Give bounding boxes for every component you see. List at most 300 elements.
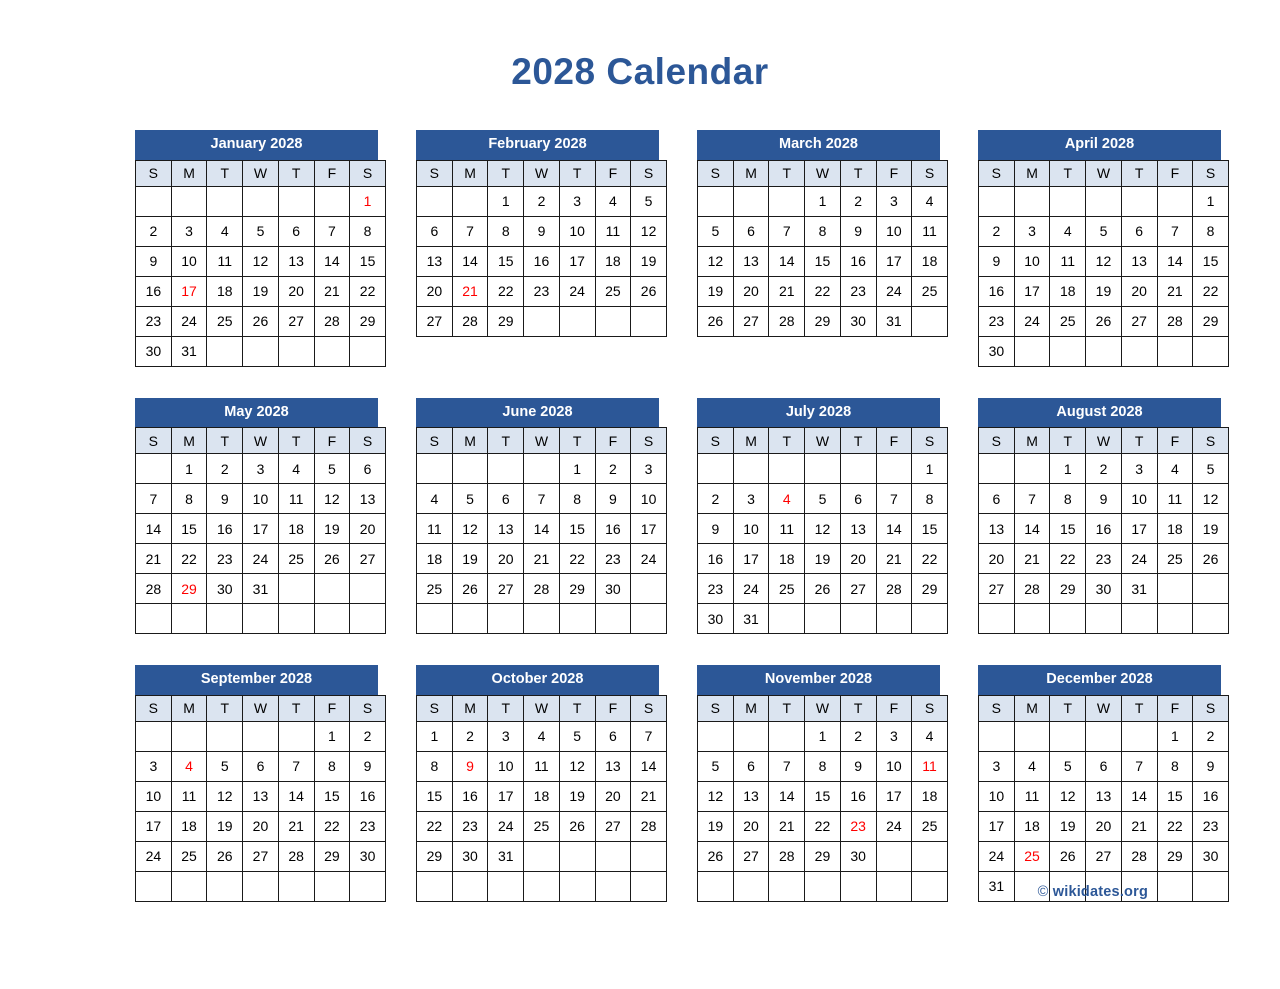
day-cell[interactable]: 16 (840, 781, 876, 811)
day-cell[interactable]: 23 (350, 811, 386, 841)
day-cell[interactable]: 28 (136, 574, 172, 604)
day-cell[interactable]: 24 (171, 306, 207, 336)
day-cell[interactable]: 26 (452, 574, 488, 604)
day-cell[interactable]: 3 (488, 721, 524, 751)
day-cell[interactable]: 29 (805, 306, 841, 336)
day-cell[interactable]: 10 (1121, 484, 1157, 514)
day-cell[interactable]: 30 (698, 604, 734, 634)
day-cell[interactable]: 1 (912, 454, 948, 484)
day-cell[interactable]: 9 (207, 484, 243, 514)
day-cell[interactable]: 9 (524, 216, 560, 246)
day-cell[interactable]: 25 (912, 276, 948, 306)
day-cell[interactable]: 18 (207, 276, 243, 306)
day-cell[interactable]: 22 (1050, 544, 1086, 574)
day-cell[interactable]: 3 (171, 216, 207, 246)
day-cell[interactable]: 17 (488, 781, 524, 811)
day-cell[interactable]: 7 (136, 484, 172, 514)
day-cell-holiday[interactable]: 21 (452, 276, 488, 306)
day-cell[interactable]: 22 (1157, 811, 1193, 841)
day-cell[interactable]: 30 (136, 336, 172, 366)
day-cell[interactable]: 18 (417, 544, 453, 574)
day-cell[interactable]: 27 (1121, 306, 1157, 336)
day-cell[interactable]: 24 (876, 811, 912, 841)
day-cell[interactable]: 10 (171, 246, 207, 276)
day-cell[interactable]: 16 (452, 781, 488, 811)
day-cell[interactable]: 14 (631, 751, 667, 781)
day-cell[interactable]: 16 (136, 276, 172, 306)
day-cell[interactable]: 2 (595, 454, 631, 484)
day-cell[interactable]: 26 (631, 276, 667, 306)
day-cell[interactable]: 16 (207, 514, 243, 544)
day-cell[interactable]: 20 (488, 544, 524, 574)
day-cell[interactable]: 10 (243, 484, 279, 514)
day-cell[interactable]: 27 (840, 574, 876, 604)
day-cell[interactable]: 23 (979, 306, 1015, 336)
day-cell[interactable]: 21 (876, 544, 912, 574)
day-cell[interactable]: 19 (698, 811, 734, 841)
day-cell[interactable]: 11 (1157, 484, 1193, 514)
day-cell[interactable]: 24 (733, 574, 769, 604)
day-cell[interactable]: 10 (979, 781, 1015, 811)
day-cell[interactable]: 29 (1193, 306, 1229, 336)
day-cell[interactable]: 13 (417, 246, 453, 276)
day-cell[interactable]: 22 (314, 811, 350, 841)
day-cell[interactable]: 15 (488, 246, 524, 276)
day-cell[interactable]: 21 (136, 544, 172, 574)
day-cell[interactable]: 3 (243, 454, 279, 484)
day-cell[interactable]: 9 (979, 246, 1015, 276)
day-cell[interactable]: 18 (1050, 276, 1086, 306)
day-cell[interactable]: 27 (488, 574, 524, 604)
day-cell[interactable]: 26 (805, 574, 841, 604)
day-cell[interactable]: 11 (171, 781, 207, 811)
day-cell[interactable]: 1 (314, 721, 350, 751)
day-cell[interactable]: 17 (243, 514, 279, 544)
day-cell[interactable]: 16 (1193, 781, 1229, 811)
day-cell[interactable]: 20 (595, 781, 631, 811)
day-cell[interactable]: 19 (698, 276, 734, 306)
day-cell[interactable]: 13 (350, 484, 386, 514)
day-cell[interactable]: 19 (452, 544, 488, 574)
day-cell[interactable]: 3 (559, 186, 595, 216)
day-cell[interactable]: 8 (171, 484, 207, 514)
day-cell[interactable]: 14 (769, 781, 805, 811)
day-cell[interactable]: 2 (136, 216, 172, 246)
day-cell[interactable]: 20 (979, 544, 1015, 574)
day-cell[interactable]: 31 (733, 604, 769, 634)
day-cell[interactable]: 21 (769, 811, 805, 841)
day-cell[interactable]: 25 (207, 306, 243, 336)
day-cell[interactable]: 16 (350, 781, 386, 811)
day-cell[interactable]: 22 (805, 276, 841, 306)
day-cell[interactable]: 20 (350, 514, 386, 544)
day-cell[interactable]: 31 (876, 306, 912, 336)
day-cell[interactable]: 18 (912, 246, 948, 276)
day-cell[interactable]: 7 (769, 751, 805, 781)
day-cell[interactable]: 17 (631, 514, 667, 544)
day-cell[interactable]: 1 (805, 721, 841, 751)
day-cell[interactable]: 17 (733, 544, 769, 574)
day-cell[interactable]: 14 (136, 514, 172, 544)
day-cell[interactable]: 27 (979, 574, 1015, 604)
day-cell[interactable]: 14 (278, 781, 314, 811)
day-cell[interactable]: 4 (912, 721, 948, 751)
day-cell[interactable]: 20 (733, 811, 769, 841)
day-cell[interactable]: 7 (1014, 484, 1050, 514)
day-cell[interactable]: 26 (1086, 306, 1122, 336)
day-cell[interactable]: 2 (698, 484, 734, 514)
day-cell[interactable]: 12 (314, 484, 350, 514)
day-cell[interactable]: 11 (1014, 781, 1050, 811)
day-cell[interactable]: 18 (912, 781, 948, 811)
day-cell[interactable]: 25 (1157, 544, 1193, 574)
day-cell[interactable]: 12 (559, 751, 595, 781)
day-cell[interactable]: 11 (207, 246, 243, 276)
day-cell[interactable]: 1 (417, 721, 453, 751)
day-cell[interactable]: 7 (769, 216, 805, 246)
day-cell[interactable]: 25 (769, 574, 805, 604)
day-cell[interactable]: 24 (488, 811, 524, 841)
day-cell[interactable]: 8 (314, 751, 350, 781)
day-cell[interactable]: 11 (1050, 246, 1086, 276)
day-cell[interactable]: 22 (350, 276, 386, 306)
day-cell[interactable]: 26 (698, 841, 734, 871)
day-cell[interactable]: 8 (805, 216, 841, 246)
day-cell[interactable]: 4 (595, 186, 631, 216)
day-cell[interactable]: 26 (1193, 544, 1229, 574)
day-cell[interactable]: 10 (733, 514, 769, 544)
day-cell[interactable]: 30 (840, 841, 876, 871)
day-cell[interactable]: 4 (1050, 216, 1086, 246)
day-cell[interactable]: 11 (524, 751, 560, 781)
day-cell[interactable]: 8 (417, 751, 453, 781)
day-cell[interactable]: 28 (452, 306, 488, 336)
day-cell[interactable]: 17 (979, 811, 1015, 841)
day-cell[interactable]: 31 (171, 336, 207, 366)
day-cell[interactable]: 23 (698, 574, 734, 604)
day-cell[interactable]: 30 (595, 574, 631, 604)
day-cell[interactable]: 20 (243, 811, 279, 841)
day-cell[interactable]: 28 (1121, 841, 1157, 871)
day-cell[interactable]: 27 (278, 306, 314, 336)
day-cell[interactable]: 13 (733, 781, 769, 811)
day-cell[interactable]: 4 (1157, 454, 1193, 484)
day-cell[interactable]: 19 (243, 276, 279, 306)
day-cell[interactable]: 13 (1121, 246, 1157, 276)
day-cell[interactable]: 11 (769, 514, 805, 544)
day-cell[interactable]: 8 (805, 751, 841, 781)
day-cell[interactable]: 25 (1050, 306, 1086, 336)
day-cell[interactable]: 30 (979, 336, 1015, 366)
day-cell[interactable]: 29 (1157, 841, 1193, 871)
day-cell[interactable]: 7 (1157, 216, 1193, 246)
day-cell[interactable]: 15 (1157, 781, 1193, 811)
day-cell[interactable]: 30 (1086, 574, 1122, 604)
day-cell[interactable]: 24 (876, 276, 912, 306)
day-cell[interactable]: 18 (524, 781, 560, 811)
day-cell[interactable]: 30 (207, 574, 243, 604)
day-cell[interactable]: 13 (595, 751, 631, 781)
day-cell[interactable]: 5 (1193, 454, 1229, 484)
day-cell[interactable]: 30 (1193, 841, 1229, 871)
day-cell[interactable]: 9 (595, 484, 631, 514)
day-cell[interactable]: 20 (278, 276, 314, 306)
day-cell[interactable]: 3 (876, 186, 912, 216)
day-cell-holiday[interactable]: 9 (452, 751, 488, 781)
day-cell[interactable]: 31 (488, 841, 524, 871)
day-cell[interactable]: 3 (733, 484, 769, 514)
day-cell[interactable]: 31 (243, 574, 279, 604)
day-cell-holiday[interactable]: 4 (769, 484, 805, 514)
day-cell[interactable]: 23 (1193, 811, 1229, 841)
day-cell[interactable]: 19 (1086, 276, 1122, 306)
day-cell[interactable]: 20 (733, 276, 769, 306)
day-cell[interactable]: 16 (524, 246, 560, 276)
day-cell[interactable]: 2 (979, 216, 1015, 246)
day-cell[interactable]: 2 (350, 721, 386, 751)
day-cell[interactable]: 21 (1121, 811, 1157, 841)
day-cell[interactable]: 23 (595, 544, 631, 574)
day-cell[interactable]: 13 (278, 246, 314, 276)
day-cell[interactable]: 13 (1086, 781, 1122, 811)
day-cell[interactable]: 21 (314, 276, 350, 306)
day-cell[interactable]: 14 (1014, 514, 1050, 544)
day-cell[interactable]: 30 (452, 841, 488, 871)
day-cell[interactable]: 19 (631, 246, 667, 276)
day-cell[interactable]: 9 (350, 751, 386, 781)
day-cell[interactable]: 30 (350, 841, 386, 871)
day-cell[interactable]: 27 (733, 841, 769, 871)
day-cell[interactable]: 29 (488, 306, 524, 336)
day-cell[interactable]: 12 (698, 781, 734, 811)
day-cell[interactable]: 13 (840, 514, 876, 544)
day-cell[interactable]: 19 (1193, 514, 1229, 544)
day-cell[interactable]: 22 (559, 544, 595, 574)
day-cell[interactable]: 2 (840, 186, 876, 216)
day-cell[interactable]: 5 (805, 484, 841, 514)
day-cell[interactable]: 5 (314, 454, 350, 484)
day-cell[interactable]: 24 (243, 544, 279, 574)
day-cell[interactable]: 29 (559, 574, 595, 604)
day-cell[interactable]: 17 (559, 246, 595, 276)
day-cell[interactable]: 11 (912, 216, 948, 246)
day-cell[interactable]: 7 (524, 484, 560, 514)
day-cell[interactable]: 17 (1121, 514, 1157, 544)
day-cell[interactable]: 12 (1050, 781, 1086, 811)
day-cell[interactable]: 28 (314, 306, 350, 336)
day-cell[interactable]: 3 (979, 751, 1015, 781)
day-cell[interactable]: 22 (805, 811, 841, 841)
day-cell[interactable]: 9 (698, 514, 734, 544)
day-cell[interactable]: 6 (595, 721, 631, 751)
day-cell[interactable]: 5 (1086, 216, 1122, 246)
day-cell[interactable]: 30 (840, 306, 876, 336)
day-cell-holiday[interactable]: 17 (171, 276, 207, 306)
day-cell[interactable]: 22 (171, 544, 207, 574)
day-cell[interactable]: 4 (912, 186, 948, 216)
day-cell[interactable]: 26 (243, 306, 279, 336)
day-cell[interactable]: 5 (698, 751, 734, 781)
day-cell[interactable]: 19 (805, 544, 841, 574)
day-cell[interactable]: 3 (1014, 216, 1050, 246)
day-cell[interactable]: 10 (631, 484, 667, 514)
day-cell[interactable]: 12 (805, 514, 841, 544)
day-cell[interactable]: 11 (278, 484, 314, 514)
day-cell[interactable]: 7 (1121, 751, 1157, 781)
day-cell[interactable]: 10 (876, 216, 912, 246)
day-cell[interactable]: 18 (769, 544, 805, 574)
day-cell[interactable]: 2 (207, 454, 243, 484)
day-cell[interactable]: 5 (1050, 751, 1086, 781)
day-cell[interactable]: 21 (278, 811, 314, 841)
day-cell[interactable]: 14 (1157, 246, 1193, 276)
day-cell[interactable]: 7 (278, 751, 314, 781)
day-cell[interactable]: 28 (769, 841, 805, 871)
day-cell[interactable]: 14 (524, 514, 560, 544)
day-cell[interactable]: 28 (1157, 306, 1193, 336)
day-cell[interactable]: 19 (314, 514, 350, 544)
day-cell[interactable]: 23 (207, 544, 243, 574)
day-cell[interactable]: 2 (1086, 454, 1122, 484)
day-cell[interactable]: 10 (559, 216, 595, 246)
day-cell[interactable]: 4 (278, 454, 314, 484)
day-cell[interactable]: 15 (1050, 514, 1086, 544)
day-cell[interactable]: 6 (733, 216, 769, 246)
day-cell[interactable]: 7 (452, 216, 488, 246)
day-cell[interactable]: 26 (207, 841, 243, 871)
day-cell[interactable]: 18 (1014, 811, 1050, 841)
day-cell[interactable]: 19 (559, 781, 595, 811)
day-cell[interactable]: 6 (979, 484, 1015, 514)
day-cell[interactable]: 24 (136, 841, 172, 871)
day-cell[interactable]: 26 (698, 306, 734, 336)
day-cell[interactable]: 5 (207, 751, 243, 781)
day-cell[interactable]: 27 (733, 306, 769, 336)
day-cell[interactable]: 24 (1014, 306, 1050, 336)
day-cell-holiday[interactable]: 11 (912, 751, 948, 781)
day-cell[interactable]: 6 (243, 751, 279, 781)
day-cell[interactable]: 16 (840, 246, 876, 276)
day-cell[interactable]: 9 (840, 751, 876, 781)
day-cell[interactable]: 1 (1050, 454, 1086, 484)
day-cell[interactable]: 18 (595, 246, 631, 276)
day-cell[interactable]: 10 (1014, 246, 1050, 276)
day-cell[interactable]: 12 (243, 246, 279, 276)
day-cell[interactable]: 17 (876, 246, 912, 276)
day-cell[interactable]: 18 (171, 811, 207, 841)
day-cell[interactable]: 10 (136, 781, 172, 811)
day-cell[interactable]: 4 (207, 216, 243, 246)
day-cell[interactable]: 21 (524, 544, 560, 574)
day-cell[interactable]: 6 (417, 216, 453, 246)
day-cell[interactable]: 29 (1050, 574, 1086, 604)
day-cell[interactable]: 18 (278, 514, 314, 544)
day-cell[interactable]: 8 (1157, 751, 1193, 781)
day-cell[interactable]: 29 (314, 841, 350, 871)
day-cell[interactable]: 10 (488, 751, 524, 781)
day-cell[interactable]: 15 (171, 514, 207, 544)
day-cell[interactable]: 21 (769, 276, 805, 306)
day-cell[interactable]: 24 (979, 841, 1015, 871)
day-cell[interactable]: 25 (595, 276, 631, 306)
day-cell[interactable]: 25 (171, 841, 207, 871)
day-cell[interactable]: 9 (136, 246, 172, 276)
day-cell[interactable]: 1 (559, 454, 595, 484)
day-cell[interactable]: 17 (136, 811, 172, 841)
day-cell[interactable]: 8 (1193, 216, 1229, 246)
day-cell[interactable]: 1 (805, 186, 841, 216)
day-cell[interactable]: 19 (1050, 811, 1086, 841)
day-cell[interactable]: 24 (559, 276, 595, 306)
day-cell[interactable]: 15 (912, 514, 948, 544)
day-cell[interactable]: 16 (698, 544, 734, 574)
day-cell[interactable]: 25 (278, 544, 314, 574)
day-cell[interactable]: 22 (488, 276, 524, 306)
day-cell[interactable]: 3 (631, 454, 667, 484)
day-cell[interactable]: 2 (524, 186, 560, 216)
day-cell[interactable]: 8 (488, 216, 524, 246)
day-cell[interactable]: 18 (1157, 514, 1193, 544)
day-cell[interactable]: 6 (350, 454, 386, 484)
day-cell[interactable]: 14 (452, 246, 488, 276)
day-cell[interactable]: 28 (1014, 574, 1050, 604)
day-cell[interactable]: 29 (805, 841, 841, 871)
day-cell[interactable]: 17 (876, 781, 912, 811)
day-cell[interactable]: 25 (912, 811, 948, 841)
day-cell[interactable]: 28 (769, 306, 805, 336)
day-cell[interactable]: 12 (1086, 246, 1122, 276)
day-cell[interactable]: 24 (1121, 544, 1157, 574)
day-cell[interactable]: 22 (1193, 276, 1229, 306)
day-cell[interactable]: 5 (559, 721, 595, 751)
day-cell[interactable]: 23 (840, 276, 876, 306)
day-cell[interactable]: 20 (1121, 276, 1157, 306)
day-cell[interactable]: 5 (698, 216, 734, 246)
day-cell[interactable]: 11 (595, 216, 631, 246)
day-cell[interactable]: 21 (1014, 544, 1050, 574)
day-cell[interactable]: 14 (876, 514, 912, 544)
day-cell[interactable]: 7 (631, 721, 667, 751)
day-cell[interactable]: 9 (1086, 484, 1122, 514)
day-cell[interactable]: 13 (733, 246, 769, 276)
day-cell[interactable]: 7 (314, 216, 350, 246)
day-cell[interactable]: 6 (840, 484, 876, 514)
day-cell[interactable]: 14 (769, 246, 805, 276)
day-cell[interactable]: 2 (1193, 721, 1229, 751)
day-cell[interactable]: 12 (452, 514, 488, 544)
day-cell-holiday[interactable]: 4 (171, 751, 207, 781)
day-cell[interactable]: 26 (559, 811, 595, 841)
day-cell[interactable]: 15 (350, 246, 386, 276)
day-cell[interactable]: 12 (207, 781, 243, 811)
day-cell[interactable]: 21 (631, 781, 667, 811)
day-cell[interactable]: 6 (733, 751, 769, 781)
day-cell[interactable]: 27 (417, 306, 453, 336)
day-cell[interactable]: 15 (1193, 246, 1229, 276)
day-cell[interactable]: 29 (912, 574, 948, 604)
day-cell[interactable]: 22 (912, 544, 948, 574)
day-cell[interactable]: 4 (524, 721, 560, 751)
day-cell[interactable]: 16 (979, 276, 1015, 306)
day-cell[interactable]: 14 (1121, 781, 1157, 811)
day-cell[interactable]: 3 (136, 751, 172, 781)
day-cell[interactable]: 4 (1014, 751, 1050, 781)
day-cell[interactable]: 21 (1157, 276, 1193, 306)
day-cell[interactable]: 1 (1157, 721, 1193, 751)
day-cell[interactable]: 16 (595, 514, 631, 544)
day-cell[interactable]: 7 (876, 484, 912, 514)
day-cell[interactable]: 8 (559, 484, 595, 514)
